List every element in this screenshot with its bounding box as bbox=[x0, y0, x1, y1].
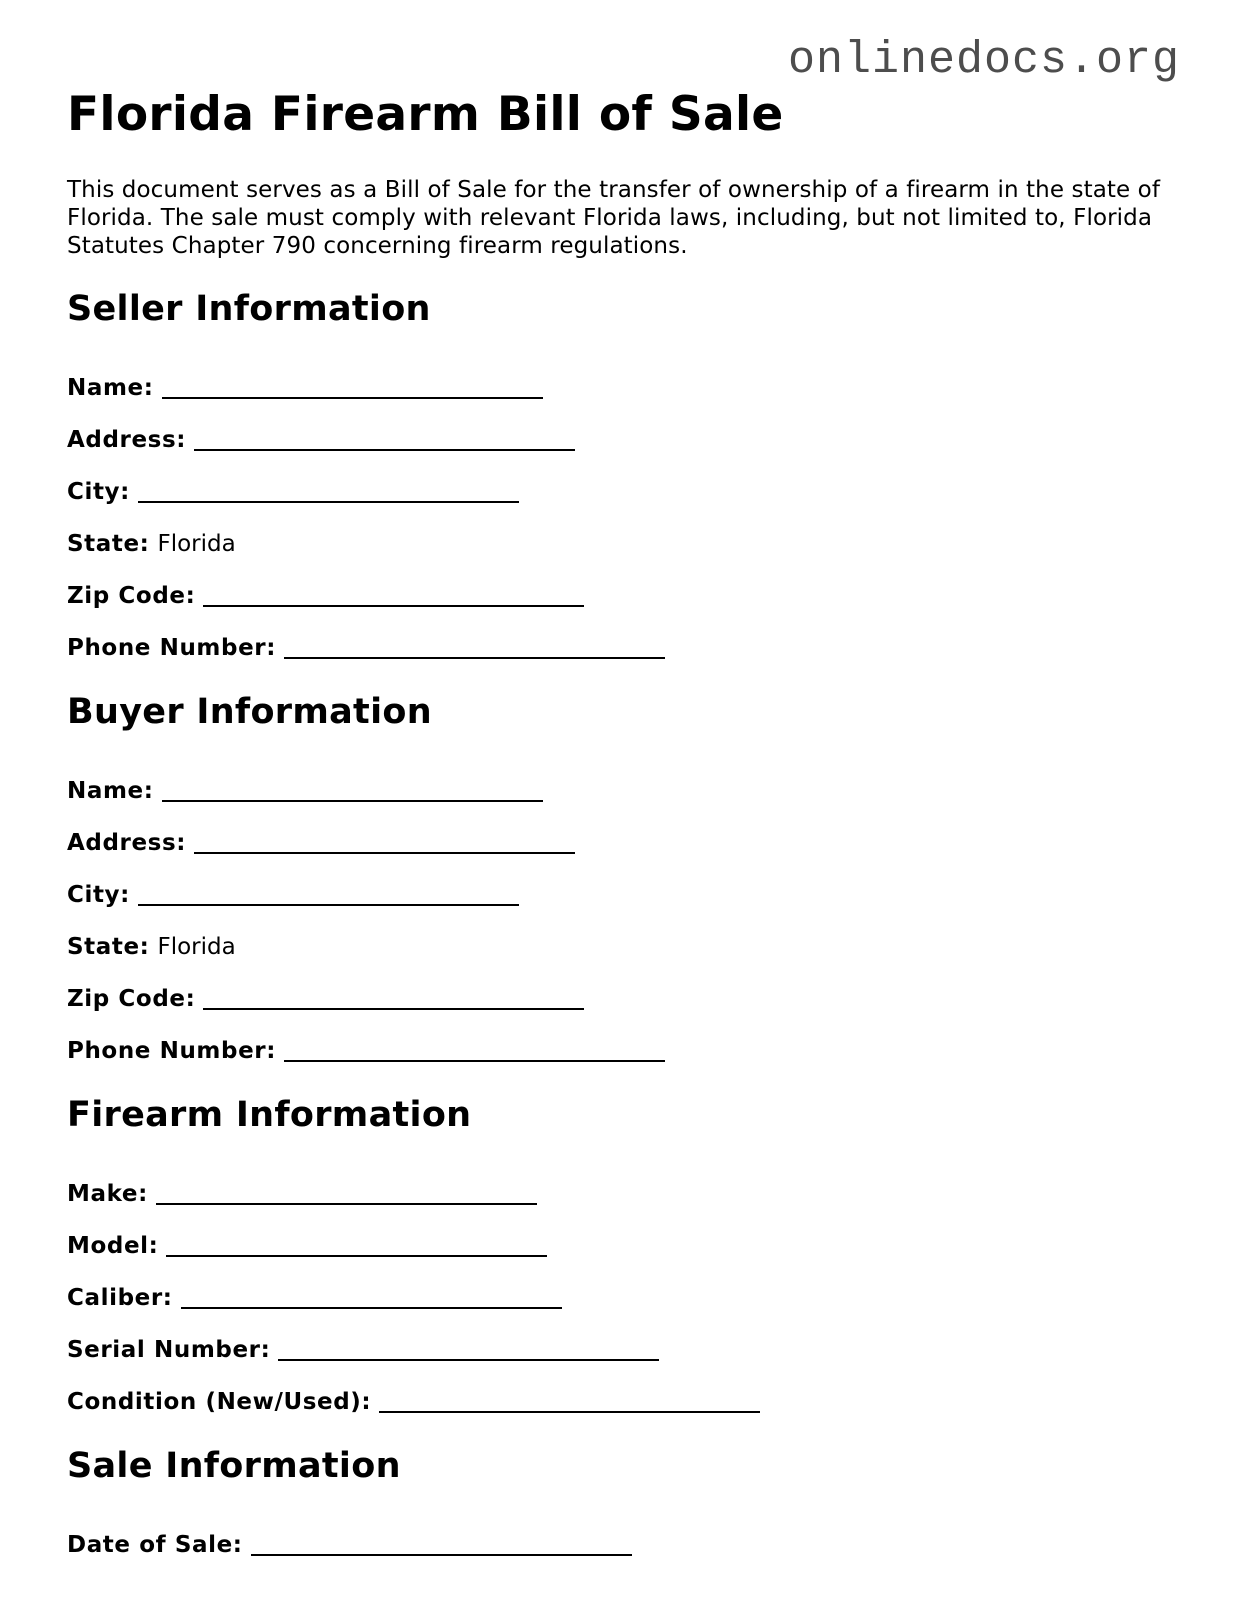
field-label: Serial Number: bbox=[67, 1337, 271, 1363]
buyer-section bbox=[67, 690, 1177, 1066]
seller-section bbox=[67, 287, 1177, 663]
seller-name-blank[interactable] bbox=[162, 375, 543, 399]
seller-zip-field bbox=[67, 559, 1177, 611]
firearm-caliber-blank[interactable] bbox=[181, 1285, 562, 1309]
field-label: Phone Number: bbox=[67, 635, 277, 661]
seller-address-field bbox=[67, 403, 1177, 455]
firearm-model-blank[interactable] bbox=[166, 1233, 547, 1257]
firearm-model-field bbox=[67, 1209, 1177, 1261]
field-label: State: bbox=[67, 531, 150, 557]
watermark: onlinedocs.org bbox=[787, 35, 1180, 86]
firearm-heading: Firearm Information bbox=[67, 1095, 472, 1135]
buyer-address-field bbox=[67, 806, 1177, 858]
buyer-name-blank[interactable] bbox=[162, 778, 543, 802]
sale-heading: Sale Information bbox=[67, 1446, 401, 1486]
buyer-state-field bbox=[67, 910, 1177, 962]
seller-name-field bbox=[67, 351, 1177, 403]
seller-zip-blank[interactable] bbox=[203, 583, 584, 607]
buyer-phone-blank[interactable] bbox=[284, 1038, 665, 1062]
firearm-serial-field bbox=[67, 1313, 1177, 1365]
intro-paragraph: This document serves as a Bill of Sale for the transfer of ownership of a firearm in the state of Florida. The sale must comply with relevant Florida laws, including, but not limited to, Florida Statutes Chapter 790 concerning firearm regulations. bbox=[67, 177, 1161, 259]
firearm-make-blank[interactable] bbox=[156, 1181, 537, 1205]
seller-city-field bbox=[67, 455, 1177, 507]
seller-heading: Seller Information bbox=[67, 289, 431, 329]
field-label: Zip Code: bbox=[67, 986, 196, 1012]
firearm-serial-blank[interactable] bbox=[278, 1337, 659, 1361]
sale-date-field bbox=[67, 1508, 1177, 1560]
seller-address-blank[interactable] bbox=[194, 427, 575, 451]
firearm-caliber-field bbox=[67, 1261, 1177, 1313]
field-label: City: bbox=[67, 882, 130, 908]
buyer-state-value: Florida bbox=[157, 934, 236, 960]
buyer-city-blank[interactable] bbox=[138, 882, 519, 906]
buyer-heading: Buyer Information bbox=[67, 692, 432, 732]
document-title: Florida Firearm Bill of Sale bbox=[67, 87, 784, 142]
seller-state-field bbox=[67, 507, 1177, 559]
field-label: Address: bbox=[67, 427, 187, 453]
firearm-condition-blank[interactable] bbox=[379, 1389, 760, 1413]
document-page bbox=[67, 86, 1177, 1560]
field-label: Zip Code: bbox=[67, 583, 196, 609]
field-label: Model: bbox=[67, 1233, 159, 1259]
firearm-make-field bbox=[67, 1157, 1177, 1209]
sale-section bbox=[67, 1444, 1177, 1560]
field-label: City: bbox=[67, 479, 130, 505]
sale-date-blank[interactable] bbox=[251, 1532, 632, 1556]
buyer-phone-field bbox=[67, 1014, 1177, 1066]
seller-city-blank[interactable] bbox=[138, 479, 519, 503]
firearm-section bbox=[67, 1093, 1177, 1417]
seller-phone-blank[interactable] bbox=[284, 635, 665, 659]
field-label: Phone Number: bbox=[67, 1038, 277, 1064]
buyer-zip-blank[interactable] bbox=[203, 986, 584, 1010]
field-label: Name: bbox=[67, 778, 154, 804]
field-label: Make: bbox=[67, 1181, 148, 1207]
buyer-address-blank[interactable] bbox=[194, 830, 575, 854]
field-label: Name: bbox=[67, 375, 154, 401]
field-label: Date of Sale: bbox=[67, 1532, 243, 1558]
field-label: State: bbox=[67, 934, 150, 960]
field-label: Caliber: bbox=[67, 1285, 173, 1311]
firearm-condition-field bbox=[67, 1365, 1177, 1417]
buyer-name-field bbox=[67, 754, 1177, 806]
seller-phone-field bbox=[67, 611, 1177, 663]
seller-state-value: Florida bbox=[157, 531, 236, 557]
buyer-zip-field bbox=[67, 962, 1177, 1014]
field-label: Condition (New/Used): bbox=[67, 1389, 372, 1415]
buyer-city-field bbox=[67, 858, 1177, 910]
field-label: Address: bbox=[67, 830, 187, 856]
